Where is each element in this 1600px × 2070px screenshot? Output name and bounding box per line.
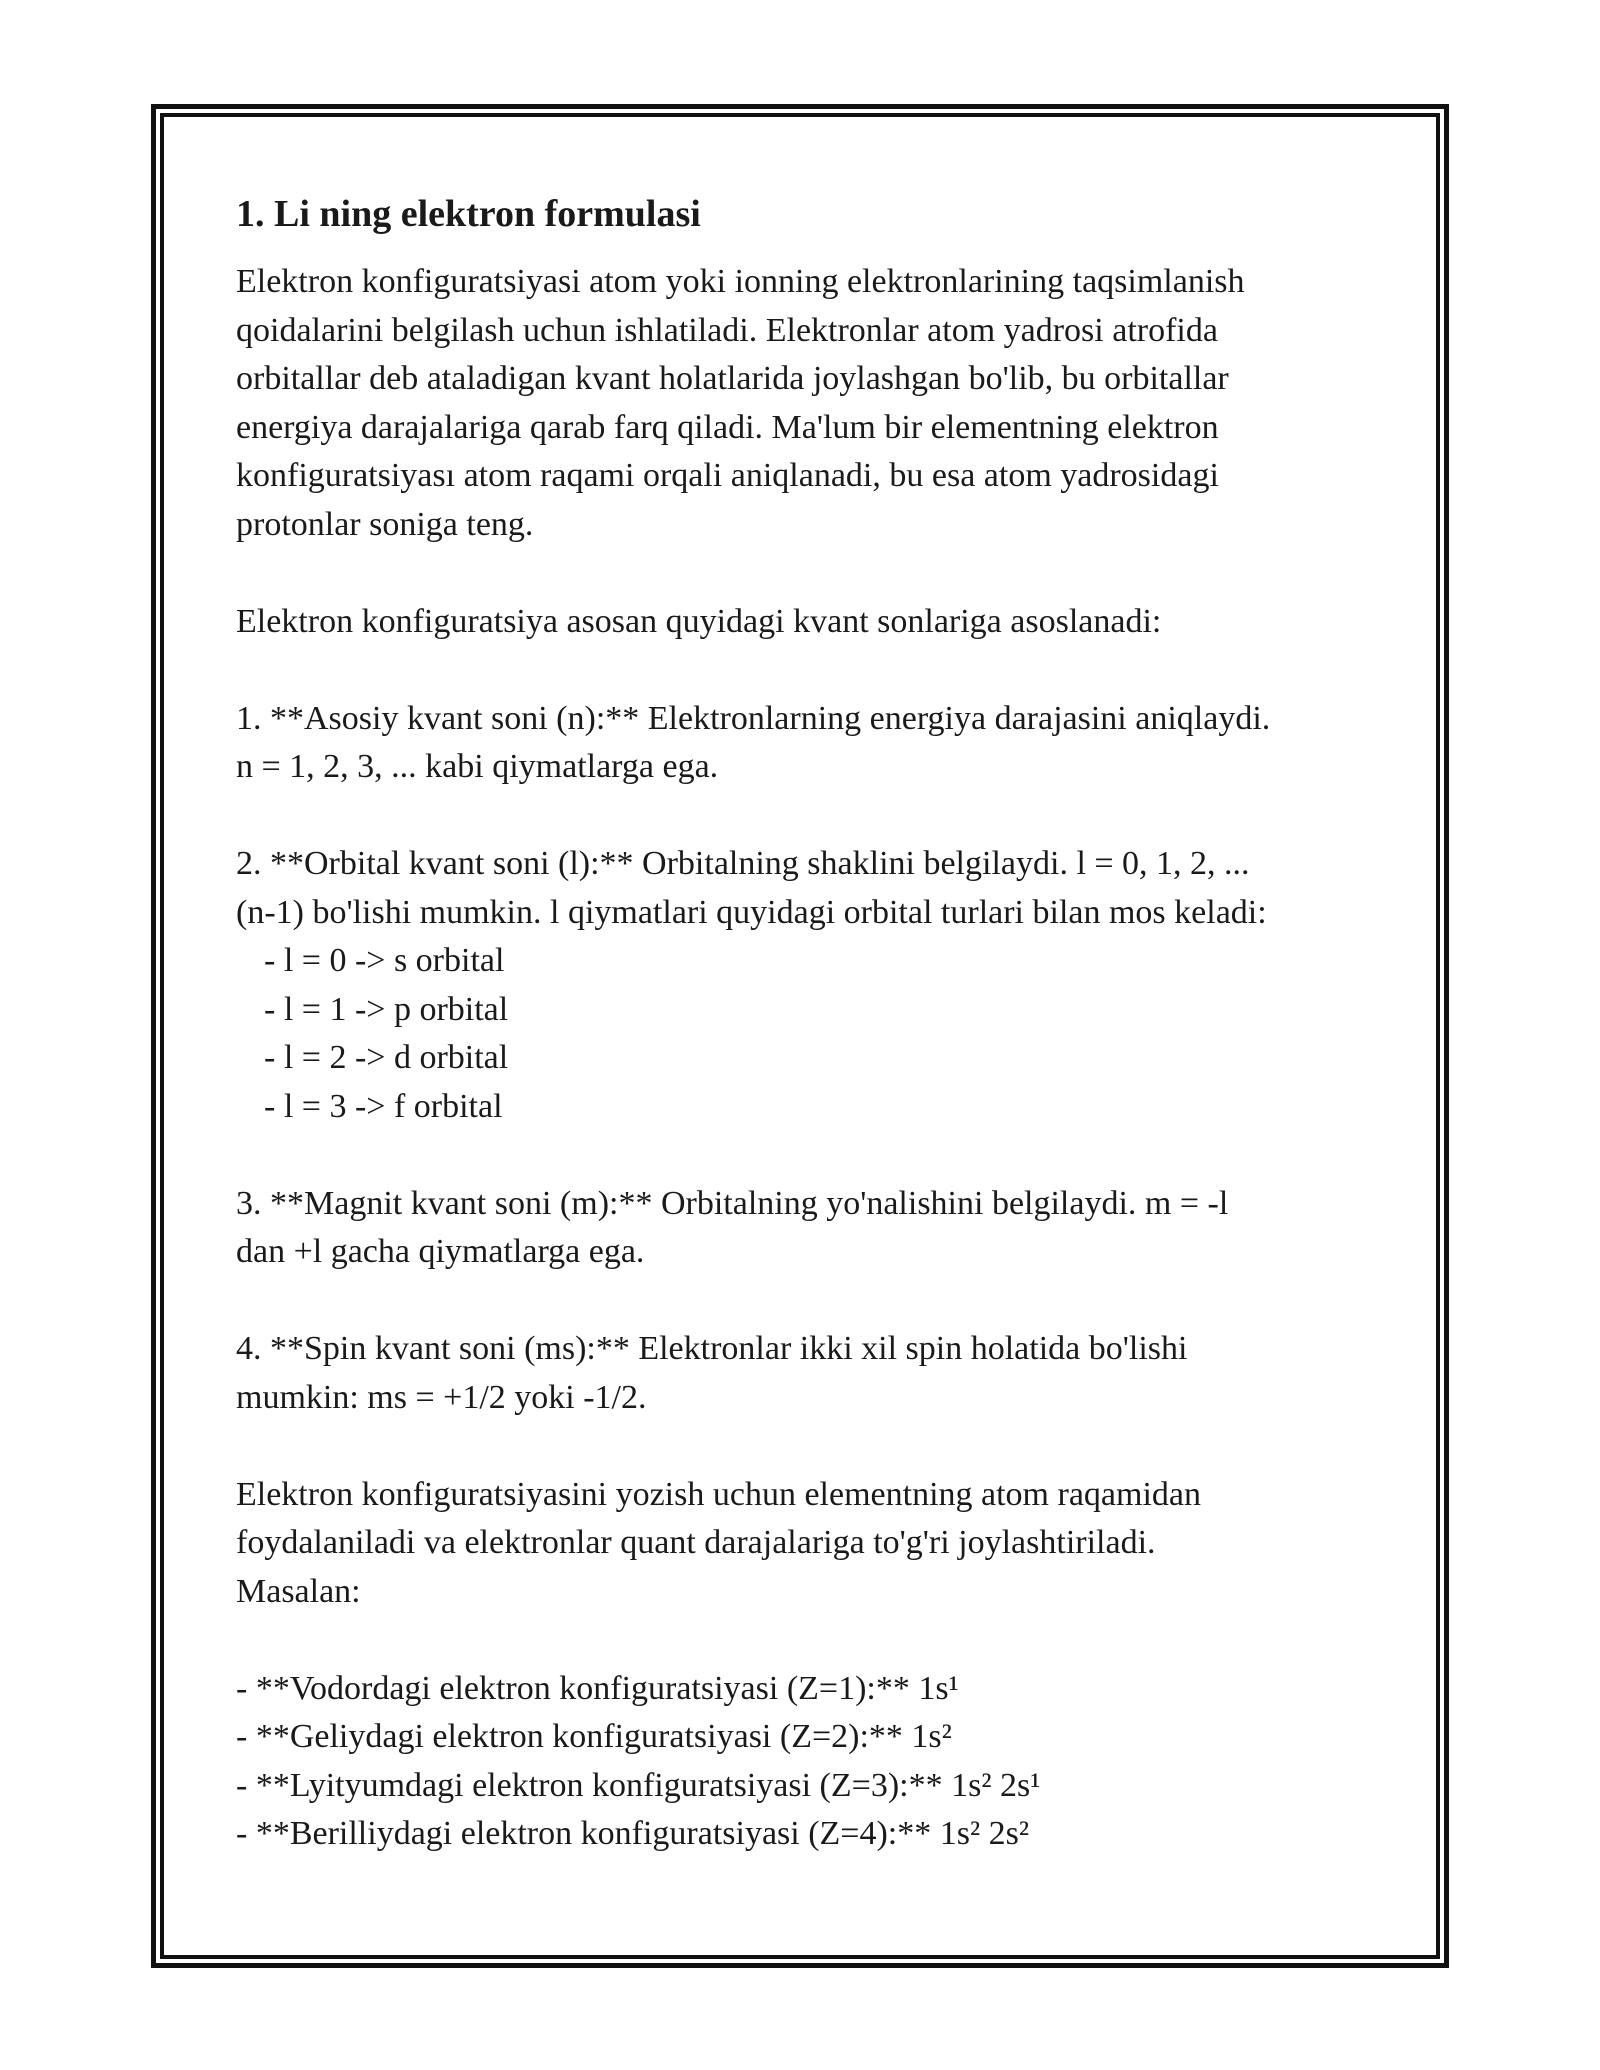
configuration-example-item: - **Geliydagi elektron konfiguratsiyasi (Z=2):** 1s²	[236, 1718, 952, 1755]
quantum-number-item-3: 3. **Magnit kvant soni (m):** Orbitalning yo'nalishini belgilaydi. m = -l dan +l gacha qiymatlarga ega.	[236, 1184, 1229, 1270]
orbital-type-item: - l = 0 -> s orbital	[264, 942, 505, 979]
configuration-example-item: - **Lyityumdagi elektron konfiguratsiyasi (Z=3):** 1s² 2s¹	[236, 1766, 1041, 1804]
basis-sentence: Elektron konfiguratsiya asosan quyidagi kvant sonlariga asoslanadi:	[236, 602, 1162, 640]
spacer	[236, 1131, 1366, 1180]
orbital-type-item: - l = 3 -> f orbital	[264, 1087, 503, 1125]
spacer	[236, 1616, 1366, 1665]
quantum-number-item-2: 2. **Orbital kvant soni (l):** Orbitalning shaklini belgilaydi. l = 0, 1, 2, ... (n-1) bo'lishi mumkin. l qiymatlari quyidagi orbital turlari bilan mos keladi:	[236, 845, 1267, 931]
spacer	[236, 792, 1366, 841]
spacer	[236, 646, 1366, 695]
quantum-number-item-4: 4. **Spin kvant soni (ms):** Elektronlar ikki xil spin holatida bo'lishi mumkin: ms = +1/2 yoki -1/2.	[236, 1330, 1188, 1416]
orbital-type-item: - l = 2 -> d orbital	[264, 1039, 509, 1076]
intro-paragraph: Elektron konfiguratsiyasi atom yoki ionning elektronlarining taqsimlanish qoidalarini belgilash uchun ishlatiladi. Elektronlar atom yadrosi atrofida orbitallar deb ataladigan kvant holatlarida joylashgan bo'lib, bu orbitallar energiya darajalariga qarab farq qiladi. Ma'lum bir elementning elektron konfiguratsiyası atom raqami orqali aniqlanadi, bu esa atom yadrosidagi protonlar soniga teng.	[236, 263, 1245, 543]
quantum-number-item-1: 1. **Asosiy kvant soni (n):** Elektronlarning energiya darajasini aniqlaydi. n = 1, 2, 3, ... kabi qiymatlarga ega.	[236, 699, 1271, 785]
spacer	[236, 549, 1366, 598]
configuration-example-item: - **Berilliydagi elektron konfiguratsiyasi (Z=4):** 1s² 2s²	[236, 1815, 1030, 1852]
configuration-examples-list	[236, 1665, 1366, 1859]
usage-paragraph: Elektron konfiguratsiyasini yozish uchun elementning atom raqamidan foydalaniladi va elektronlar quant darajalariga to'g'ri joylashtiriladi. Masalan:	[236, 1475, 1201, 1610]
orbital-type-item: - l = 1 -> p orbital	[264, 990, 509, 1028]
page-title: 1. Li ning elektron formulasi	[236, 193, 701, 235]
configuration-example-item: - **Vodordagi elektron konfiguratsiyasi (Z=1):** 1s¹	[236, 1669, 959, 1707]
spacer	[236, 1422, 1366, 1471]
spacer	[236, 1277, 1366, 1326]
document-body	[236, 188, 1366, 1859]
orbital-types-list	[236, 937, 1366, 1131]
